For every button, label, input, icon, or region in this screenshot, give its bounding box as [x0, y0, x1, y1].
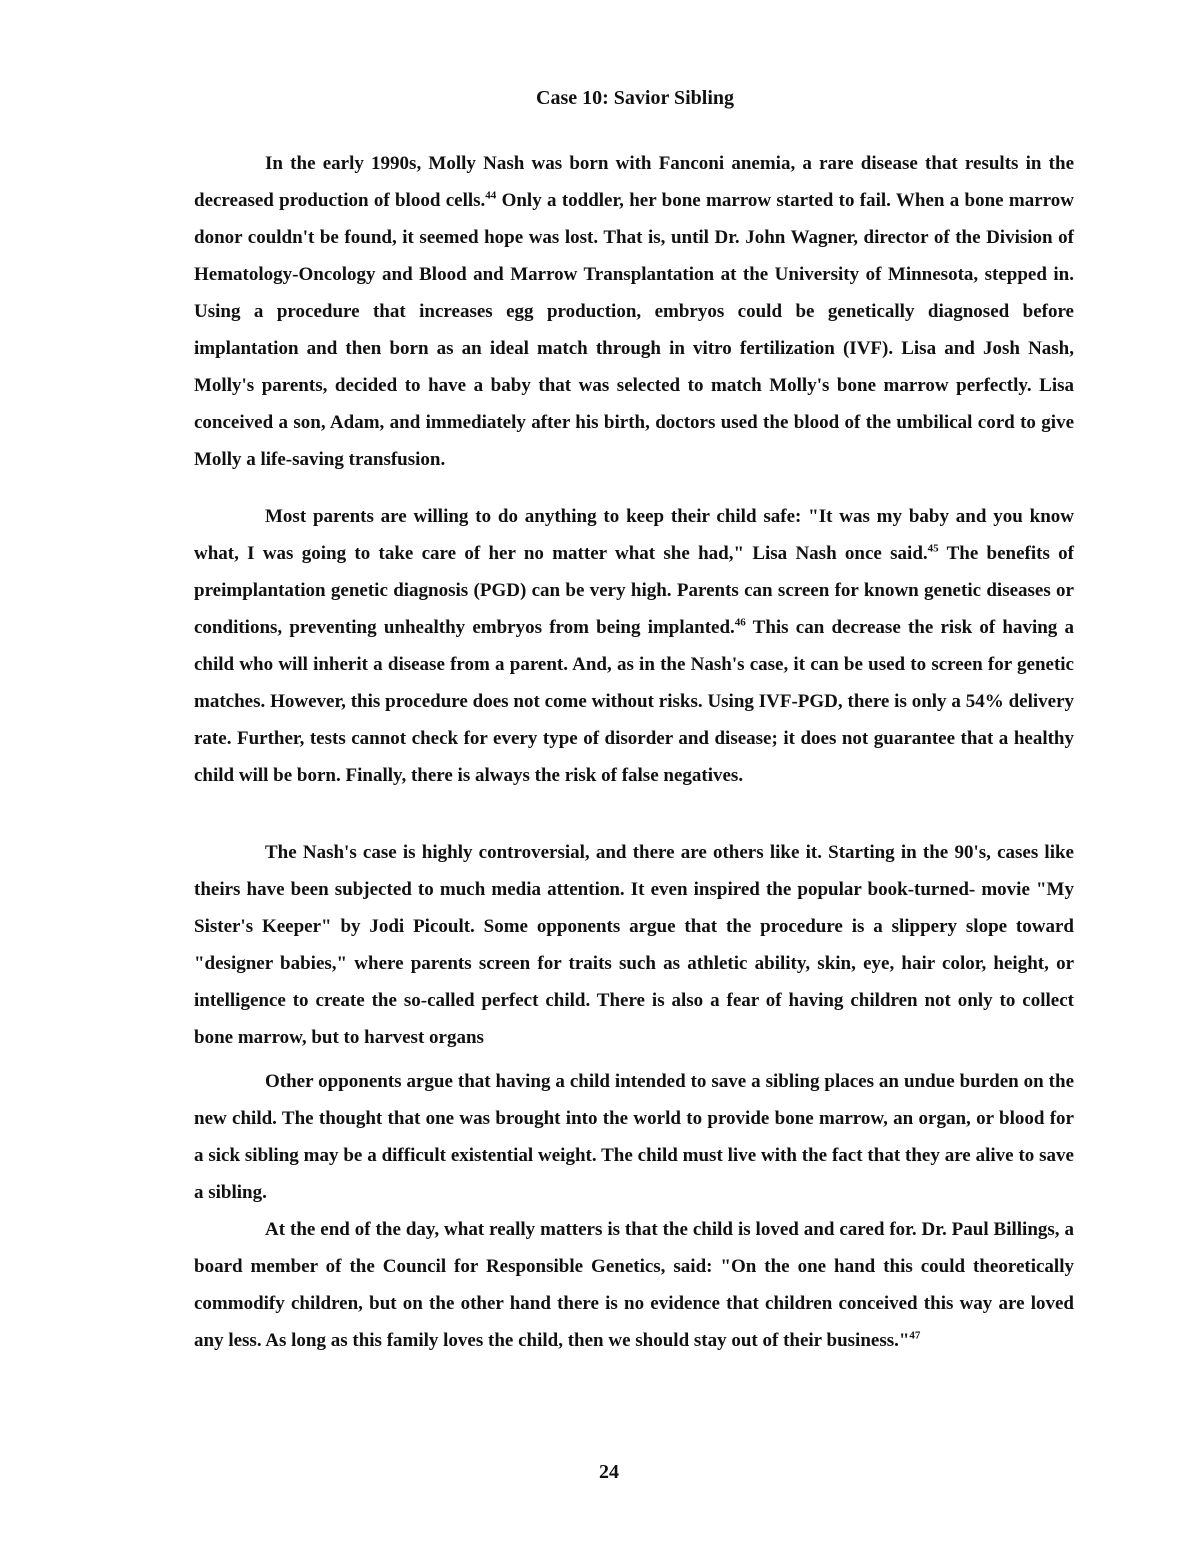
- paragraph-text: [194, 498, 1074, 794]
- paragraph-text-part: Only a toddler, her bone marrow started to fail. When a bone marrow donor couldn't be found, it seemed hope was lost. That is, until Dr. John Wagner, director of the Division of Hematology-Oncology and Blood and Marrow Transplantation at the University of Minnesota, stepped in. Using a procedure that increases egg production, embryos could be genetically diagnosed before implantation and then born as an ideal match through in vitro fertilization (IVF). Lisa and Josh Nash, Molly's parents, decided to have a baby that was selected to match Molly's bone marrow perfectly. Lisa conceived a son, Adam, and immediately after his birth, doctors used the blood of the umbilical cord to give Molly a life-saving transfusion.: [194, 190, 1074, 470]
- paragraph-text: The Nash's case is highly controversial, and there are others like it. Starting in the 90's, cases like theirs have been subjected to much media attention. It even inspired the popular book-turned- movie "My Sister's Keeper" by Jodi Picoult. Some opponents argue that the procedure is a slippery slope toward "designer babies," where parents screen for traits such as athletic ability, skin, eye, hair color, height, or intelligence to create the so-called perfect child. There is also a fear of having children not only to collect bone marrow, but to harvest organs: [194, 842, 1074, 1048]
- footnote-ref: 45: [927, 542, 939, 555]
- paragraph-text-part: This can decrease the risk of having a child who will inherit a disease from a parent. And, as in the Nash's case, it can be used to screen for genetic matches. However, this procedure does not come without risks. Using IVF-PGD, there is only a 54% delivery rate. Further, tests cannot check for every type of disorder and disease; it does not guarantee that a healthy child will be born. Finally, there is always the risk of false negatives.: [194, 617, 1075, 786]
- paragraph-text: [194, 145, 1074, 478]
- case-title: Case 10: Savior Sibling: [536, 87, 734, 109]
- footnote-ref: 46: [734, 616, 746, 629]
- paragraph-2: [194, 498, 1074, 794]
- footnote-ref: 47: [909, 1329, 921, 1342]
- paragraph-text-part: Most parents are willing to do anything to keep their child safe: "It was my baby and you know what, I was going to take care of her no matter what she had," Lisa Nash once said.: [194, 506, 1074, 564]
- paragraph-text-part: At the end of the day, what really matters is that the child is loved and cared for. Dr. Paul Billings, a board member of the Council for Responsible Genetics, said: "On the one hand this could theoretically commodify children, but on the other hand there is no evidence that children conceived this way are loved any less. As long as this family loves the child, then we should stay out of their business.": [194, 1219, 1074, 1351]
- paragraph-text-part: In the early 1990s, Molly Nash was born with Fanconi anemia, a rare disease that results in the decreased production of blood cells.: [194, 153, 1074, 211]
- paragraph-3: [194, 834, 1074, 1056]
- paragraph-text-part: The benefits of preimplantation genetic diagnosis (PGD) can be very high. Parents can screen for known genetic diseases or conditions, preventing unhealthy embryos from being implanted.: [194, 543, 1074, 638]
- paragraph-text: [194, 1211, 1074, 1359]
- paragraph-4: [194, 1063, 1074, 1211]
- paragraph-text: Other opponents argue that having a child intended to save a sibling places an undue burden on the new child. The thought that one was brought into the world to provide bone marrow, an organ, or blood for a sick sibling may be a difficult existential weight. The child must live with the fact that they are alive to save a sibling.: [194, 1071, 1074, 1203]
- page-number: 24: [599, 1461, 619, 1483]
- paragraph-5: [194, 1211, 1074, 1359]
- paragraph-1: [194, 145, 1074, 478]
- footnote-ref: 44: [485, 189, 497, 202]
